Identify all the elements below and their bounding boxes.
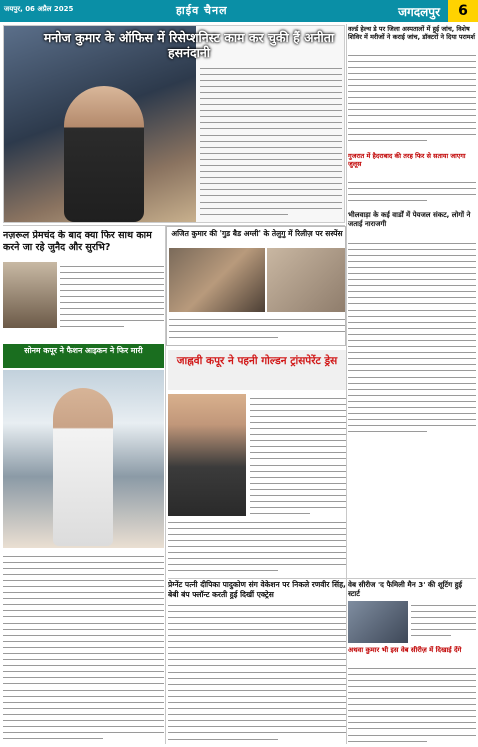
text-line bbox=[60, 268, 164, 273]
text-line bbox=[168, 561, 346, 566]
text-line bbox=[411, 613, 476, 618]
column-rule bbox=[346, 24, 347, 744]
text-line bbox=[168, 705, 346, 710]
text-line bbox=[348, 701, 476, 706]
text-line bbox=[200, 143, 342, 148]
text-line bbox=[250, 412, 346, 417]
text-line bbox=[3, 735, 103, 740]
text-line bbox=[348, 75, 476, 80]
text-line bbox=[348, 124, 476, 129]
text-line bbox=[348, 276, 476, 281]
text-line bbox=[250, 437, 346, 442]
text-line bbox=[168, 524, 346, 529]
text-line bbox=[168, 650, 346, 655]
text-line bbox=[200, 113, 342, 118]
text-line bbox=[348, 288, 476, 293]
text-line bbox=[3, 650, 164, 655]
issue-date: जयपुर, 06 अप्रैल 2025 bbox=[4, 5, 74, 13]
text-line bbox=[348, 190, 476, 195]
text-line bbox=[348, 282, 476, 287]
text-line bbox=[200, 137, 342, 142]
text-line bbox=[169, 321, 345, 326]
text-line bbox=[200, 149, 342, 154]
text-line bbox=[3, 607, 164, 612]
story4-banner bbox=[3, 344, 164, 368]
text-line bbox=[168, 530, 346, 535]
text-line bbox=[168, 638, 346, 643]
column-rule bbox=[165, 226, 166, 744]
text-line bbox=[348, 422, 476, 427]
text-line bbox=[200, 88, 342, 93]
story5-body-1 bbox=[250, 394, 346, 516]
text-line bbox=[168, 644, 346, 649]
text-line bbox=[411, 625, 476, 630]
text-line bbox=[348, 57, 476, 62]
text-line bbox=[348, 391, 476, 396]
text-line bbox=[348, 330, 476, 335]
text-line bbox=[200, 210, 288, 215]
text-line bbox=[348, 707, 476, 712]
text-line bbox=[3, 710, 164, 715]
text-line bbox=[250, 455, 346, 460]
text-line bbox=[200, 155, 342, 160]
text-line bbox=[250, 400, 346, 405]
story3 bbox=[166, 226, 346, 346]
text-line bbox=[3, 564, 164, 569]
text-line bbox=[348, 63, 476, 68]
text-line bbox=[250, 510, 310, 515]
right-column-body-2 bbox=[348, 178, 476, 204]
text-line bbox=[348, 318, 476, 323]
newspaper-name: जगदलपुर bbox=[398, 5, 440, 19]
text-line bbox=[3, 717, 164, 722]
text-line bbox=[168, 680, 346, 685]
text-line bbox=[348, 428, 427, 433]
right-column-headline-1: वर्ल्ड हेल्थ डे पर जिला अस्पतालों में हुई जांच, विशेष शिविर में मरीजों ने कराई जांच, डॉक्टरों ने दिया परामर्श bbox=[348, 25, 475, 41]
text-line bbox=[3, 692, 164, 697]
text-line bbox=[200, 76, 342, 81]
text-line bbox=[348, 112, 476, 117]
text-line bbox=[200, 131, 342, 136]
text-line bbox=[3, 729, 164, 734]
story4-figure bbox=[53, 388, 113, 546]
story4-headline: सोनम कपूर ने फैशन आइकन ने फिर मारी bbox=[24, 346, 143, 355]
story7-photo bbox=[348, 601, 408, 643]
text-line bbox=[348, 263, 476, 268]
text-line bbox=[348, 88, 476, 93]
text-line bbox=[60, 280, 164, 285]
text-line bbox=[3, 704, 164, 709]
text-line bbox=[411, 619, 476, 624]
text-line bbox=[3, 582, 164, 587]
text-line bbox=[200, 107, 342, 112]
story5-body-2 bbox=[168, 518, 346, 576]
text-line bbox=[200, 125, 342, 130]
text-line bbox=[200, 70, 342, 75]
text-line bbox=[3, 631, 164, 636]
text-line bbox=[168, 656, 346, 661]
text-line bbox=[348, 737, 427, 742]
text-line bbox=[348, 416, 476, 421]
text-line bbox=[348, 670, 476, 675]
text-line bbox=[348, 306, 476, 311]
section-title: हाईव चैनल bbox=[176, 4, 228, 17]
story6-headline: प्रेग्नेंट पत्नी दीपिका पादुकोण संग वेकेशन पर निकले रणवीर सिंह, बेबी बंप फ्लॉन्ट करती हुई दिखीं एक्ट्रेस bbox=[168, 580, 346, 599]
text-line bbox=[168, 619, 346, 624]
page-number: 6 bbox=[448, 0, 478, 22]
text-line bbox=[348, 337, 476, 342]
text-line bbox=[348, 719, 476, 724]
text-line bbox=[348, 94, 476, 99]
text-line bbox=[348, 373, 476, 378]
text-line bbox=[169, 315, 345, 320]
text-line bbox=[3, 613, 164, 618]
text-line bbox=[348, 682, 476, 687]
story3-body bbox=[169, 315, 345, 345]
text-line bbox=[3, 558, 164, 563]
text-line bbox=[168, 692, 346, 697]
text-line bbox=[348, 676, 476, 681]
text-line bbox=[348, 664, 476, 669]
lead-story-body bbox=[200, 64, 342, 222]
text-line bbox=[200, 168, 342, 173]
lead-story bbox=[3, 25, 345, 223]
text-line bbox=[348, 245, 476, 250]
text-line bbox=[250, 498, 346, 503]
story4-photo bbox=[3, 370, 164, 548]
text-line bbox=[250, 443, 346, 448]
text-line bbox=[3, 698, 164, 703]
right-column-body-1 bbox=[348, 51, 476, 147]
text-line bbox=[348, 118, 476, 123]
text-line bbox=[348, 269, 476, 274]
text-line bbox=[348, 349, 476, 354]
story3-photo-2 bbox=[267, 248, 345, 312]
text-line bbox=[250, 504, 346, 509]
text-line bbox=[200, 64, 342, 69]
text-line bbox=[348, 725, 476, 730]
text-line bbox=[250, 473, 346, 478]
text-line bbox=[168, 555, 346, 560]
text-line bbox=[348, 694, 476, 699]
text-line bbox=[348, 355, 476, 360]
section-rule bbox=[168, 578, 476, 579]
text-line bbox=[3, 668, 164, 673]
text-line bbox=[348, 713, 476, 718]
text-line bbox=[348, 81, 476, 86]
text-line bbox=[3, 601, 164, 606]
text-line bbox=[168, 729, 346, 734]
text-line bbox=[3, 637, 164, 642]
text-line bbox=[3, 723, 164, 728]
text-line bbox=[168, 699, 346, 704]
text-line bbox=[200, 204, 342, 209]
text-line bbox=[348, 324, 476, 329]
text-line bbox=[348, 294, 476, 299]
text-line bbox=[250, 449, 346, 454]
story2-body bbox=[60, 262, 164, 334]
story5-title-box bbox=[168, 350, 346, 390]
text-line bbox=[60, 323, 124, 328]
text-line bbox=[348, 404, 476, 409]
text-line bbox=[250, 431, 346, 436]
text-line bbox=[348, 257, 476, 262]
text-line bbox=[348, 731, 476, 736]
text-line bbox=[60, 311, 164, 316]
text-line bbox=[411, 601, 476, 606]
text-line bbox=[200, 82, 342, 87]
text-line bbox=[60, 262, 164, 267]
text-line bbox=[3, 552, 164, 557]
text-line bbox=[348, 136, 427, 141]
text-line bbox=[250, 394, 346, 399]
text-line bbox=[60, 286, 164, 291]
text-line bbox=[348, 106, 476, 111]
text-line bbox=[3, 595, 164, 600]
text-line bbox=[200, 94, 342, 99]
right-column-headline-2: गुजरात में हैदराबाद की तरह फिर से सताया जाएगा जुलूस bbox=[348, 152, 466, 168]
text-line bbox=[250, 467, 346, 472]
story7-subhead: अथवा कुमार भी इस वेब सीरीज़ में दिखाई देंगे bbox=[348, 646, 462, 654]
text-line bbox=[3, 643, 164, 648]
text-line bbox=[348, 688, 476, 693]
story6-body bbox=[168, 601, 346, 745]
text-line bbox=[200, 192, 342, 197]
text-line bbox=[348, 100, 476, 105]
lead-story-figure bbox=[64, 86, 144, 222]
text-line bbox=[348, 196, 427, 201]
text-line bbox=[250, 479, 346, 484]
text-line bbox=[348, 410, 476, 415]
text-line bbox=[168, 668, 346, 673]
text-line bbox=[250, 461, 346, 466]
text-line bbox=[200, 119, 342, 124]
text-line bbox=[200, 186, 342, 191]
text-line bbox=[3, 662, 164, 667]
text-line bbox=[168, 686, 346, 691]
text-line bbox=[250, 485, 346, 490]
text-line bbox=[348, 51, 476, 56]
story5-headline: जाह्नवी कपूर ने पहनी गोल्डन ट्रांसपेरेंट ड्रेस bbox=[176, 355, 338, 367]
text-line bbox=[348, 367, 476, 372]
text-line bbox=[200, 162, 342, 167]
text-line bbox=[168, 631, 346, 636]
text-line bbox=[250, 492, 346, 497]
right-column-body-3 bbox=[348, 239, 476, 439]
text-line bbox=[168, 518, 346, 523]
section-rule bbox=[3, 225, 345, 226]
text-line bbox=[348, 184, 476, 189]
text-line bbox=[169, 333, 278, 338]
text-line bbox=[411, 607, 476, 612]
story3-headline: अजित कुमार की 'गुड बैड अग्ली' के तेलुगु में रिलीज़ पर सस्पेंस bbox=[171, 229, 343, 238]
text-line bbox=[348, 343, 476, 348]
text-line bbox=[3, 656, 164, 661]
text-line bbox=[3, 625, 164, 630]
text-line bbox=[168, 735, 278, 740]
text-line bbox=[3, 680, 164, 685]
text-line bbox=[168, 542, 346, 547]
text-line bbox=[200, 101, 342, 106]
text-line bbox=[250, 406, 346, 411]
text-line bbox=[168, 625, 346, 630]
text-line bbox=[168, 723, 346, 728]
text-line bbox=[200, 180, 342, 185]
text-line bbox=[168, 674, 346, 679]
story7-headline: वेब सीरीज 'द फैमिली मैन 3' की शूटिंग हुई स्टार्ट bbox=[348, 580, 463, 598]
text-line bbox=[348, 312, 476, 317]
text-line bbox=[348, 251, 476, 256]
text-line bbox=[348, 385, 476, 390]
right-column-headline-3: भीलवाड़ा के कई वार्डों में पेयजल संकट, लोगों ने जताई नाराजगी bbox=[348, 211, 471, 228]
text-line bbox=[3, 576, 164, 581]
text-line bbox=[168, 662, 346, 667]
text-line bbox=[3, 674, 164, 679]
text-line bbox=[3, 570, 164, 575]
story4-body bbox=[3, 552, 164, 744]
text-line bbox=[60, 305, 164, 310]
text-line bbox=[348, 130, 476, 135]
text-line bbox=[168, 601, 346, 606]
lead-story-headline: मनोज कुमार के ऑफिस में रिसेप्शनिस्ट काम कर चुकी हैं अनीता हसनंदानी bbox=[43, 30, 335, 60]
text-line bbox=[411, 631, 451, 636]
text-line bbox=[3, 589, 164, 594]
story5-photo bbox=[168, 394, 246, 516]
text-line bbox=[250, 424, 346, 429]
text-line bbox=[60, 292, 164, 297]
text-line bbox=[60, 317, 164, 322]
text-line bbox=[168, 613, 346, 618]
story3-photo bbox=[169, 248, 265, 312]
text-line bbox=[250, 418, 346, 423]
text-line bbox=[60, 299, 164, 304]
text-line bbox=[60, 274, 164, 279]
text-line bbox=[168, 536, 346, 541]
text-line bbox=[348, 178, 476, 183]
text-line bbox=[200, 198, 342, 203]
text-line bbox=[168, 567, 278, 572]
text-line bbox=[348, 69, 476, 74]
story2-photo bbox=[3, 262, 57, 328]
text-line bbox=[168, 717, 346, 722]
story7-body-2 bbox=[348, 664, 476, 744]
story7-body bbox=[411, 601, 476, 643]
masthead bbox=[0, 0, 478, 22]
text-line bbox=[200, 174, 342, 179]
text-line bbox=[169, 327, 345, 332]
text-line bbox=[168, 548, 346, 553]
text-line bbox=[168, 607, 346, 612]
text-line bbox=[348, 239, 476, 244]
story2-headline: नज़रूल प्रेमचंद के बाद क्या फिर साथ काम करने जा रहे जुनैद और सुरभि? bbox=[3, 230, 152, 253]
text-line bbox=[3, 686, 164, 691]
text-line bbox=[348, 300, 476, 305]
text-line bbox=[3, 619, 164, 624]
text-line bbox=[348, 379, 476, 384]
text-line bbox=[348, 361, 476, 366]
text-line bbox=[168, 711, 346, 716]
text-line bbox=[348, 397, 476, 402]
